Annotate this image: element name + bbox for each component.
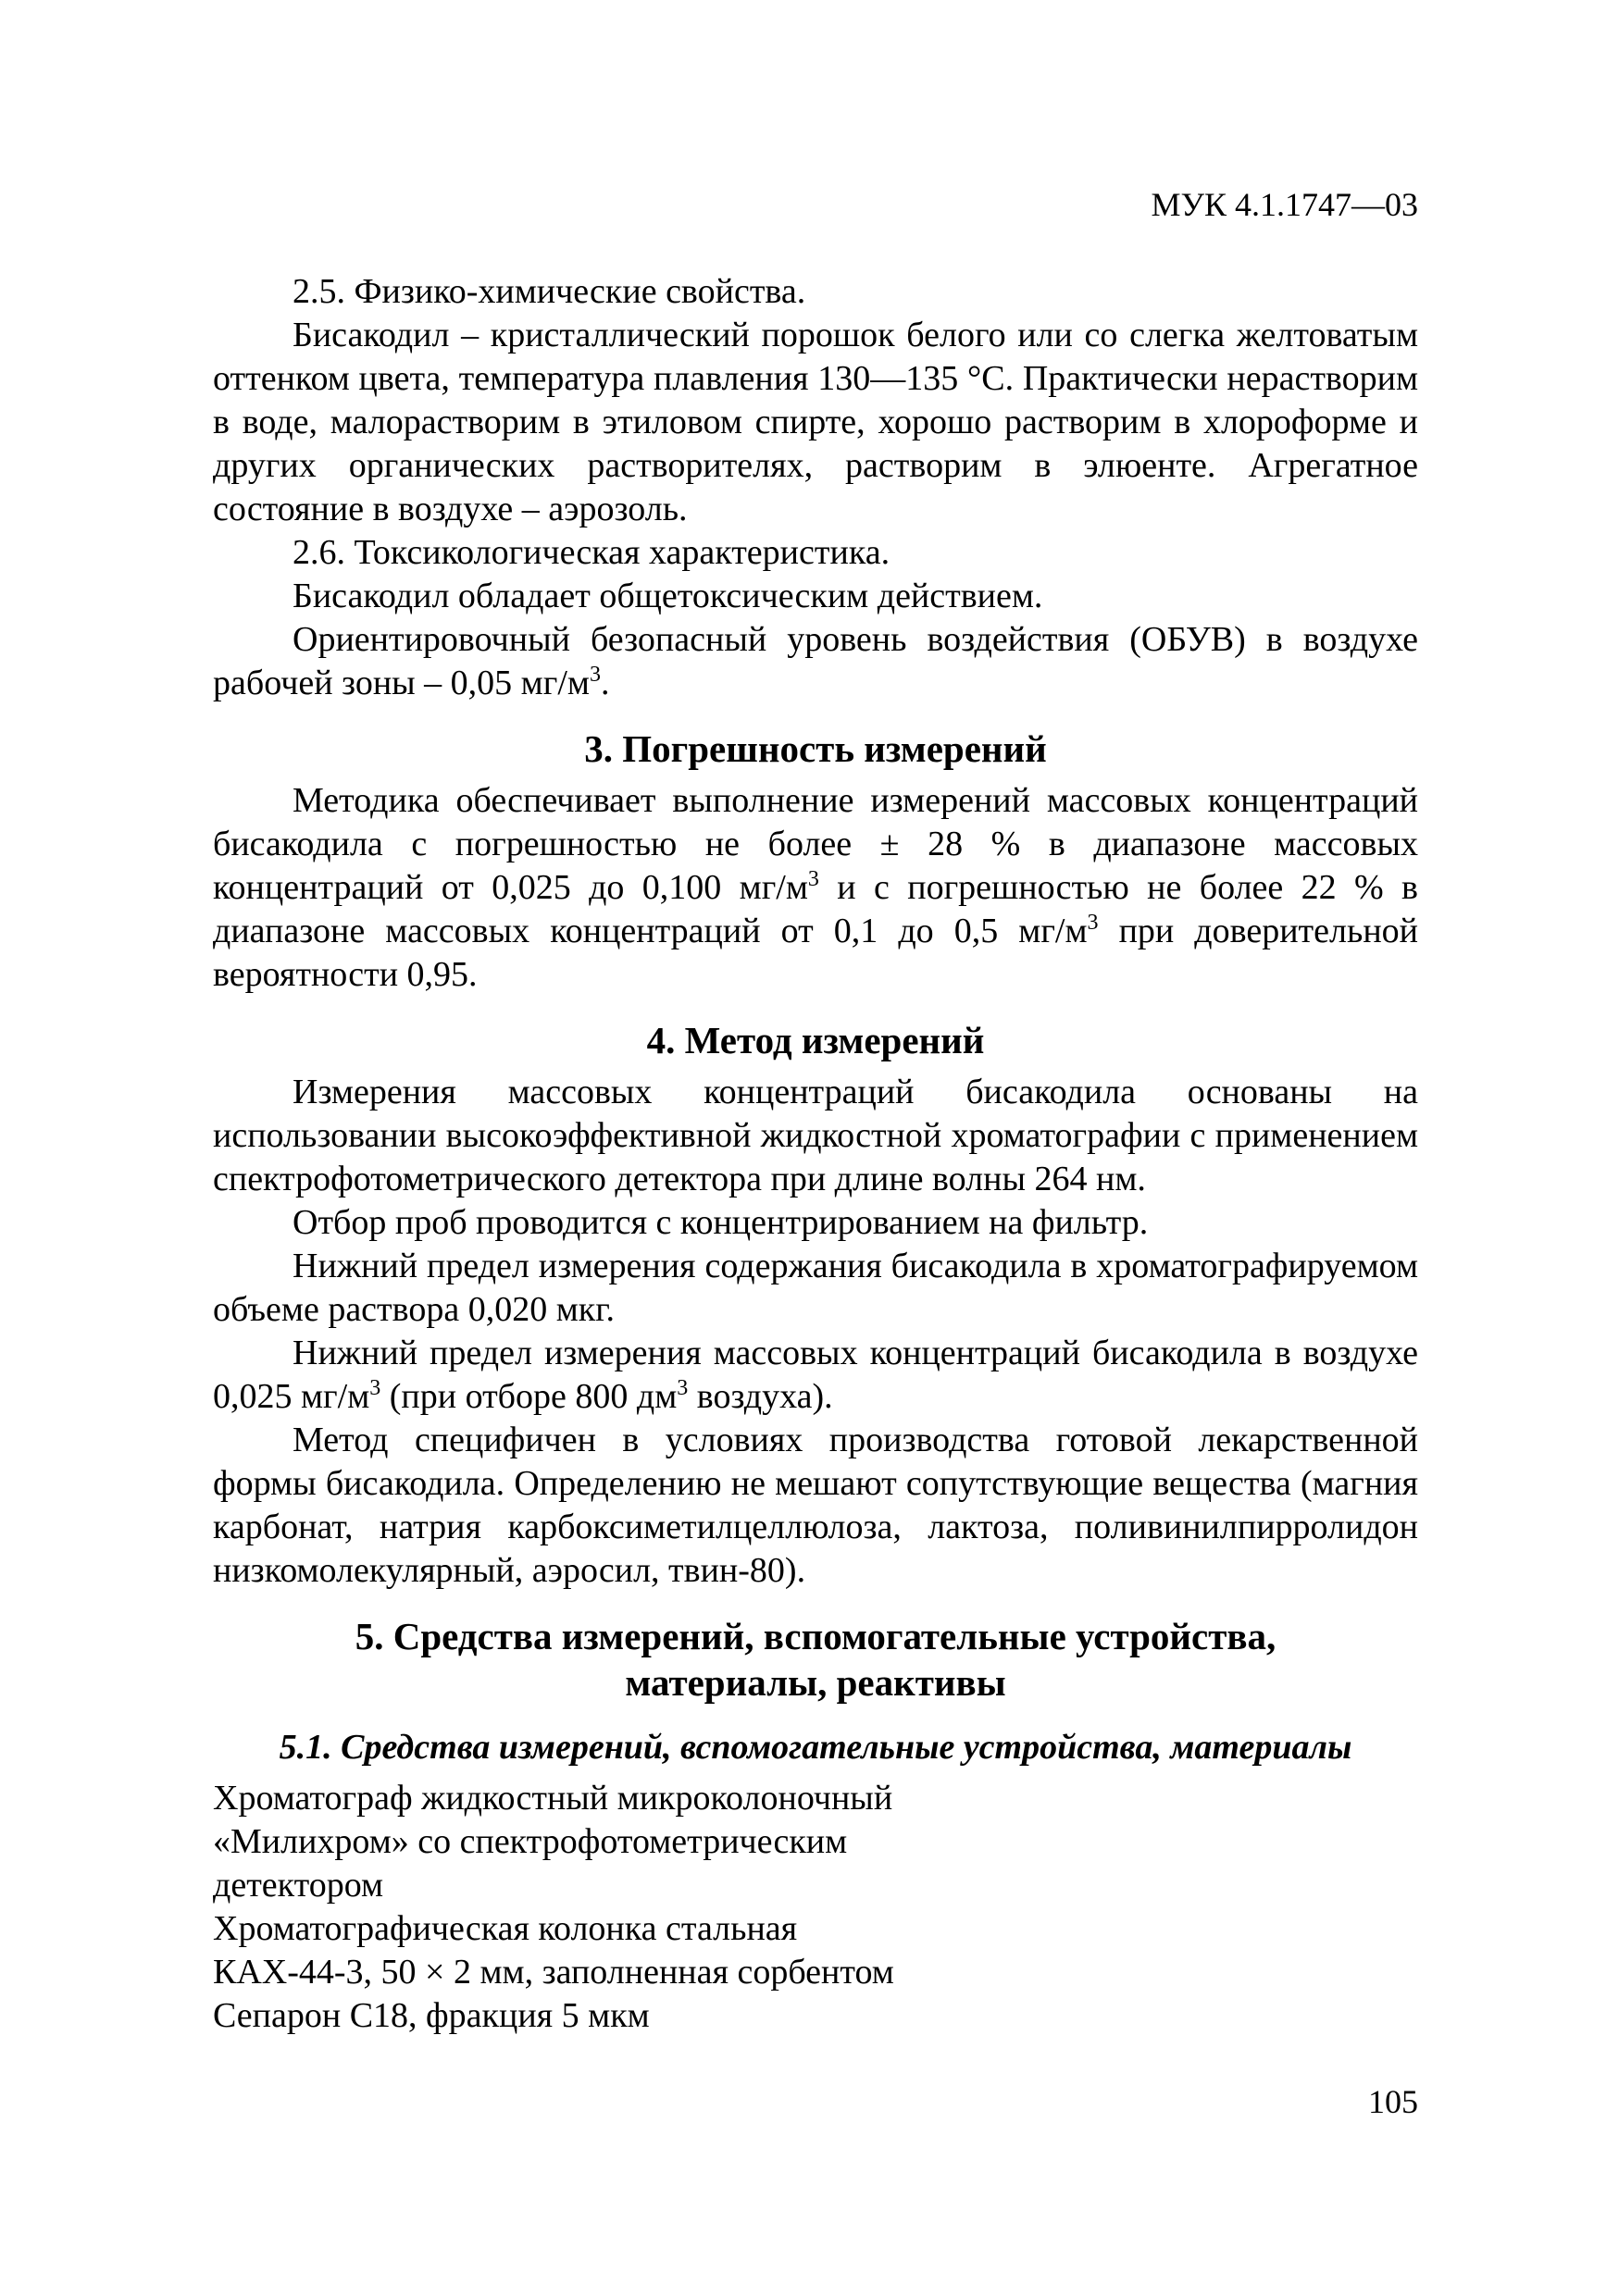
section-5-title <box>213 1613 1418 1706</box>
section-4-paragraph-2: Отбор проб проводится с концентрированием на фильтр. <box>293 1203 1149 1242</box>
equipment-line: КАХ-44-3, 50 × 2 мм, заполненная сорбентом <box>213 1953 894 1992</box>
doc-code: МУК 4.1.1747—03 <box>1151 186 1418 223</box>
superscript: 3 <box>677 1376 689 1400</box>
section-2-6-heading: 2.6. Токсикологическая характеристика. <box>293 533 890 572</box>
equipment-list <box>213 1777 1418 2038</box>
page-number <box>213 2080 1418 2123</box>
section-2-5-text: Бисакодил – кристаллический порошок белого или со слегка желтоватым оттенком цвета, температура плавления 130—135 °С. Практически нерастворим в воде, малорастворим в этиловом спирте, хорошо растворим в хлороформе и других органических растворителях, растворим в элюенте. Агрегатное состояние в воздухе – аэрозоль. <box>213 316 1418 528</box>
running-header <box>213 183 1418 226</box>
superscript: 3 <box>369 1376 381 1400</box>
section-2-5-heading: 2.5. Физико-химические свойства. <box>293 272 806 311</box>
page-content <box>213 270 1418 2038</box>
section-4-paragraph-5: Метод специфичен в условиях производства готовой лекарственной формы бисакодила. Определению не мешают сопутствующие вещества (магния карбонат, натрия карбоксиметилцеллюлоза, лактоза, поливинилпирролидон низкомолекулярный, аэросил, твин-80). <box>213 1421 1418 1590</box>
section-5-title-line-2: материалы, реактивы <box>625 1661 1006 1704</box>
section-4-title: 4. Метод измерений <box>646 1019 985 1061</box>
obuv-text: Ориентировочный безопасный уровень воздействия (ОБУВ) в воздухе рабочей зоны – 0,05 мг/м <box>213 620 1418 702</box>
equipment-line: «Милихром» со спектрофотометрическим <box>213 1822 848 1861</box>
superscript: 3 <box>589 663 601 687</box>
superscript: 3 <box>1087 911 1099 935</box>
obuv-text-end: . <box>600 664 610 702</box>
error-text-b: и с погрешностью не более 22 % в диапазоне массовых концентраций от 0,1 до 0,5 мг/м <box>213 868 1418 950</box>
limit-text-c: воздуха). <box>688 1377 833 1416</box>
limit-text-b: (при отборе 800 дм <box>380 1377 678 1416</box>
section-3-paragraph <box>213 779 1418 997</box>
list-item <box>213 1777 1027 1907</box>
section-2-6-text-1: Бисакодил обладает общетоксическим действием. <box>293 577 1043 615</box>
equipment-line: детектором <box>213 1866 384 1905</box>
section-5-title-line-1: 5. Средства измерений, вспомогательные устройства, <box>355 1615 1277 1657</box>
equipment-line: Сепарон С18, фракция 5 мкм <box>213 1996 650 2035</box>
superscript: 3 <box>807 867 819 891</box>
section-5-1-subtitle: 5.1. Средства измерений, вспомогательные устройства, материалы <box>279 1728 1352 1767</box>
equipment-line: Хроматограф жидкостный микроколоночный <box>213 1779 893 1818</box>
section-4-paragraph-1: Измерения массовых концентраций бисакодила основаны на использовании высокоэффективной жидкостной хроматографии с применением спектрофотометрического детектора при длине волны 264 нм. <box>213 1073 1418 1198</box>
section-3-title: 3. Погрешность измерений <box>584 727 1047 770</box>
list-item <box>213 1907 1027 2038</box>
error-text-c: при доверительной вероятности 0,95. <box>213 912 1418 994</box>
section-4-paragraph-4 <box>213 1332 1418 1419</box>
equipment-line: Хроматографическая колонка стальная <box>213 1909 798 1948</box>
error-text-a: Методика обеспечивает выполнение измерений массовых концентраций бисакодила с погрешностью не более ± 28 % в диапазоне массовых концентраций от 0,025 до 0,100 мг/м <box>213 781 1418 907</box>
section-2-6-text-2 <box>213 618 1418 705</box>
section-4-paragraph-3: Нижний предел измерения содержания бисакодила в хроматографируемом объеме раствора 0,020 мкг. <box>213 1247 1418 1329</box>
page-number-value: 105 <box>1368 2083 1418 2120</box>
limit-text-a: Нижний предел измерения массовых концентраций бисакодила в воздухе 0,025 мг/м <box>213 1334 1418 1416</box>
